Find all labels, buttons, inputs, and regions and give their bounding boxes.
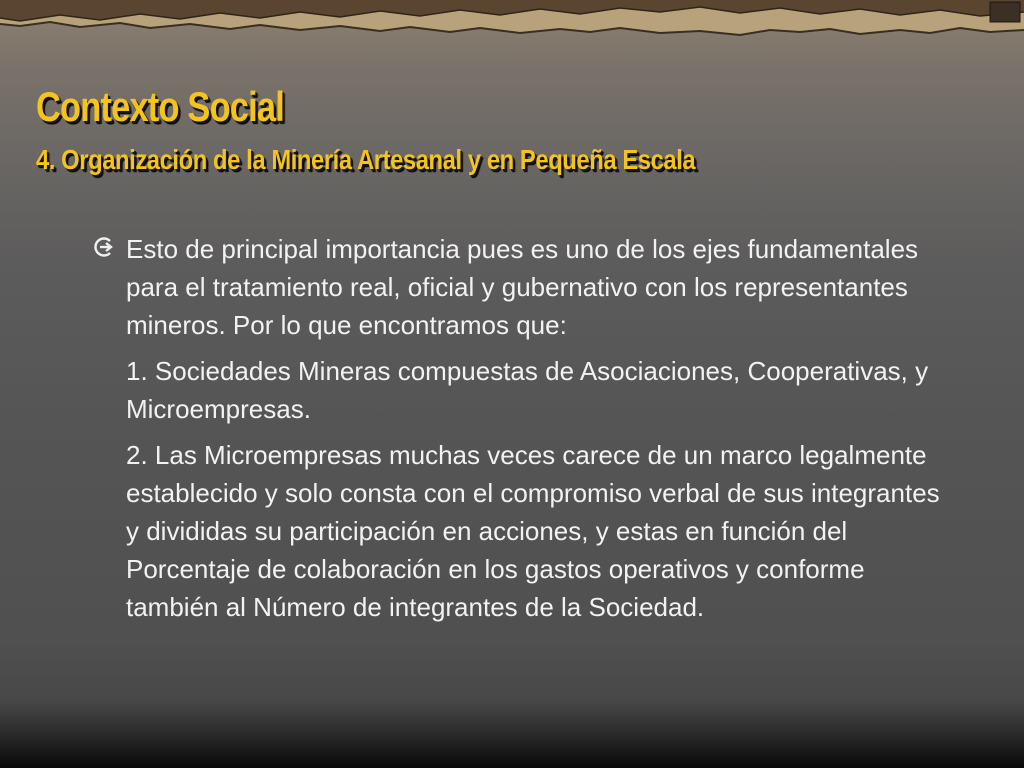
numbered-item-2: 2. Las Microempresas muchas veces carece de un marco legalmente establecido y solo consta con el compromiso verbal de sus integrantes y divididas su participación en acciones, y estas en función del Porcentaje de colaboración en los gastos operativos y conforme también al Número de integrantes de la Sociedad. (126, 440, 940, 622)
torn-paper-edge (0, 0, 1024, 40)
bullet-item (90, 230, 940, 344)
slide-subtitle: 4. Organización de la Minería Artesanal y en Pequeña Escala (36, 144, 696, 175)
intro-paragraph: Esto de principal importancia pues es uno de los ejes fundamentales para el tratamiento real, oficial y gubernativo con los representantes mineros. Por lo que encontramos que: (126, 234, 919, 340)
numbered-item-1: 1. Sociedades Mineras compuestas de Asociaciones, Cooperativas, y Microempresas. (126, 356, 929, 424)
slide-title: Contexto Social (36, 83, 284, 130)
curved-arrow-bullet-icon (90, 234, 116, 260)
slide-body (90, 230, 940, 634)
